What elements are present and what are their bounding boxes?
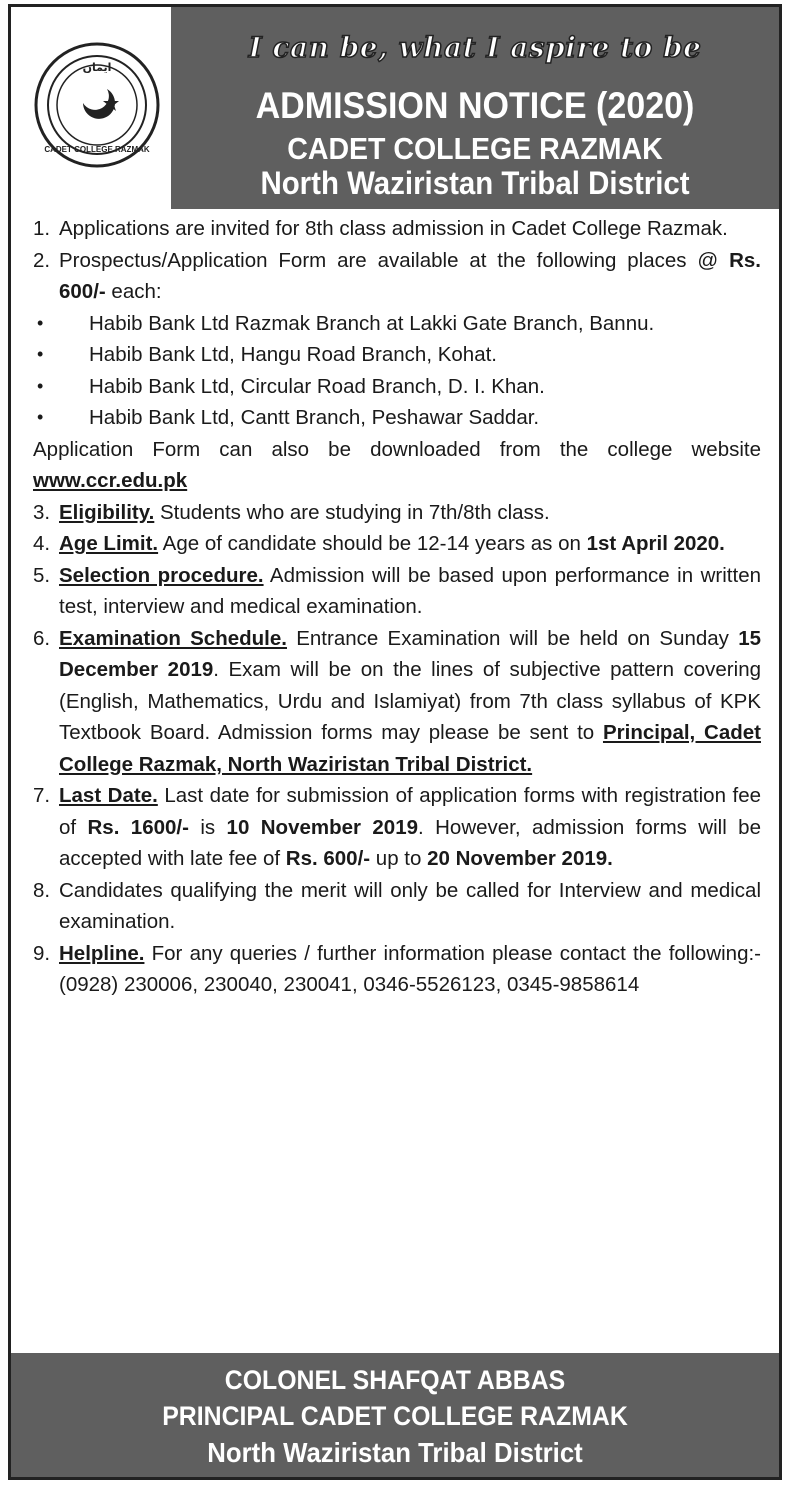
list-item: 3. Eligibility. Students who are studying in 7th/8th class. (33, 500, 550, 524)
item-heading: Last Date. (59, 784, 158, 807)
branch-item: • Habib Bank Ltd, Cantt Branch, Peshawar Saddar. (33, 402, 761, 434)
branch-item: • Habib Bank Ltd, Circular Road Branch, D. I. Khan. (33, 371, 761, 403)
college-website-link[interactable]: www.ccr.edu.pk (33, 469, 188, 492)
bullet-icon: • (37, 344, 44, 364)
college-seal (33, 41, 161, 169)
item-heading: Selection procedure. (59, 563, 264, 587)
list-item: 9. Helpline. For any queries / further information please contact the following:- (0928) 230006, 230040, 230041, 0346-5526123, 0345-9858614 (33, 941, 761, 996)
seal-top-text: ایمان (82, 61, 112, 74)
list-item: 2. Prospectus/Application Form are available at the following places @ Rs. 600/- each: (33, 248, 761, 303)
district-name: North Waziristan Tribal District (260, 165, 690, 201)
header-band (171, 7, 779, 209)
college-name: CADET COLLEGE RAZMAK (287, 131, 663, 166)
item-heading: Eligibility. (59, 500, 155, 524)
notice-header (11, 7, 779, 209)
item-heading: Examination Schedule. (59, 626, 287, 650)
prospectus-price: Rs. 600/- (59, 248, 761, 303)
list-item: 6. Examination Schedule. Entrance Examination will be held on Sunday 15 December 2019. Exam will be on the lines of subjective pattern covering (English, Mathematics, Urdu and Islamiyat) from 7th class syllabus of KPK Textbook Board. Admission forms may please be sent to Principal, Cadet College Razmak, North Waziristan Tribal District. (33, 626, 761, 776)
bullet-icon: • (37, 312, 44, 333)
list-item: 1. Applications are invited for 8th class admission in Cadet College Razmak. (33, 217, 728, 240)
footer-district: North Waziristan Tribal District (207, 1437, 583, 1468)
seal-ring-text: CADET COLLEGE RAZMAK (44, 145, 150, 154)
list-item: 8. Candidates qualifying the merit will only be called for Interview and medical examination. (33, 878, 761, 933)
item-heading: Helpline. (59, 941, 145, 965)
notice-title: ADMISSION NOTICE (2020) (255, 85, 695, 126)
branch-item: • Habib Bank Ltd Razmak Branch at Lakki Gate Branch, Bannu. (33, 308, 761, 340)
bullet-icon: • (37, 407, 44, 427)
notice-body (33, 213, 761, 1001)
branch-item: • Habib Bank Ltd, Hangu Road Branch, Kohat. (33, 339, 761, 371)
admission-notice (8, 4, 782, 1480)
submission-address: Principal, Cadet College Razmak, North Waziristan Tribal District. (59, 721, 761, 776)
principal-name: COLONEL SHAFQAT ABBAS (224, 1365, 566, 1395)
item-heading: Age Limit. (59, 532, 159, 555)
principal-designation: PRINCIPAL CADET COLLEGE RAZMAK (162, 1401, 628, 1431)
bullet-icon: • (37, 375, 44, 396)
list-item: 7. Last Date. Last date for submission of application forms with registration fee of Rs. 1600/- is 10 November 2019. However, admission forms will be accepted with late fee of Rs. 600/- up to 20 November 2019. (33, 784, 761, 870)
list-item: 5. Selection procedure. Admission will be based upon performance in written test, interview and medical examination. (33, 563, 761, 618)
download-note: Application Form can also be downloaded from the college website www.ccr.edu.pk (33, 437, 761, 492)
signature-block (11, 1353, 779, 1477)
motto: I can be, what I aspire to be (248, 31, 702, 64)
list-item: 4. Age Limit. Age of candidate should be 12-14 years as on 1st April 2020. (33, 532, 725, 555)
